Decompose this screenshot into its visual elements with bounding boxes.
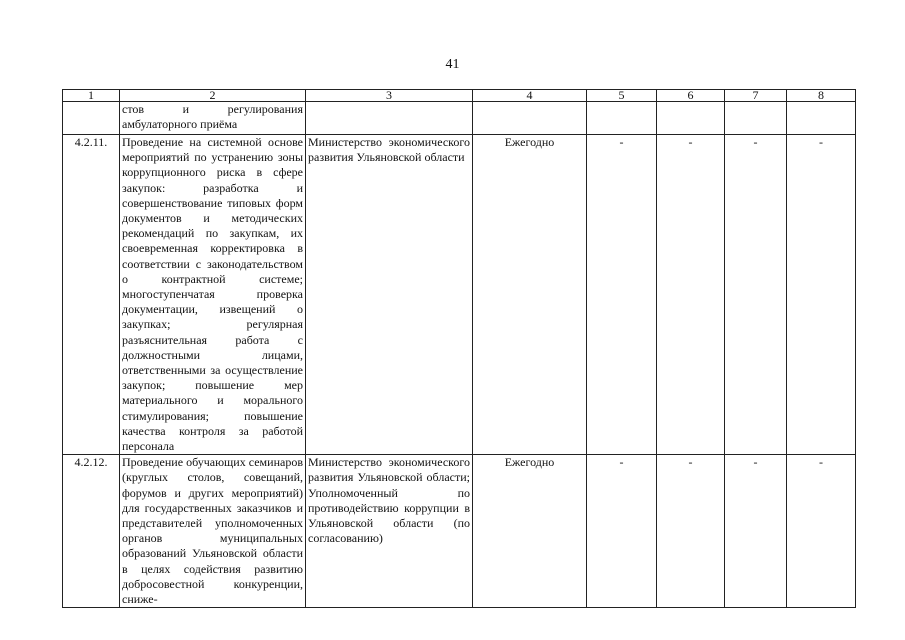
period: Ежегодно [473,135,587,455]
table-row [63,135,856,455]
measure-description: Проведение обучающих семинаров (круглых столов, совещаний, форумов и других мероприятий) для государственных заказчиков и представителей уполномоченных органов муниципальных образований Ульяновской области в целях содействия развитию добросовестной конкуренции, сниже- [120,455,306,608]
responsible-party [306,102,473,135]
column-header: 8 [787,90,856,102]
column-header: 1 [63,90,120,102]
column-header: 6 [657,90,725,102]
col-8-value: - [787,455,856,608]
row-number [63,102,120,135]
period: Ежегодно [473,455,587,608]
responsible-party: Министерство экономического развития Ульяновской области; Уполномоченный по противодействию коррупции в Ульяновской области (по согласованию) [306,455,473,608]
column-header: 7 [725,90,787,102]
measures-table [62,89,856,608]
page-number: 41 [445,57,460,72]
col-6-value: - [657,135,725,455]
column-header: 4 [473,90,587,102]
col-8-value: - [787,135,856,455]
measure-description: Проведение на системной основе мероприятий по устранению зоны коррупционного риска в сфере закупок: разработка и совершенствование типовых форм документов и методических рекомендаций по закупкам, их своевременная корректировка в соответствии с законодательством о контрактной системе; многоступенчатая проверка документации, извещений о закупках; регулярная разъяснительная работа с должностными лицами, ответственными за осуществление закупок; повышение мер материального и морального стимулирования; повышение качества контроля за работой персонала [120,135,306,455]
col-7-value: - [725,135,787,455]
table-header-row [63,90,856,102]
table-row [63,102,856,135]
period [473,102,587,135]
column-header: 5 [587,90,657,102]
col-5-value [587,102,657,135]
column-header: 3 [306,90,473,102]
col-6-value: - [657,455,725,608]
col-8-value [787,102,856,135]
col-5-value: - [587,455,657,608]
table-row [63,455,856,608]
col-7-value: - [725,455,787,608]
column-header: 2 [120,90,306,102]
col-6-value [657,102,725,135]
col-7-value [725,102,787,135]
row-number: 4.2.12. [63,455,120,608]
row-number: 4.2.11. [63,135,120,455]
responsible-party: Министерство экономического развития Ульяновской области [306,135,473,455]
col-5-value: - [587,135,657,455]
measure-description: стов и регулирования амбулаторного приёма [120,102,306,135]
